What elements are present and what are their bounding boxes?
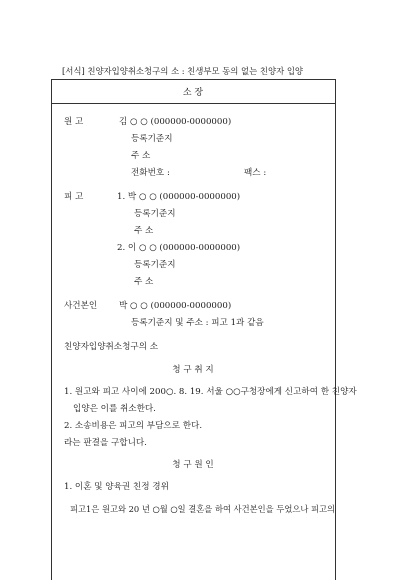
defendant-1-domicile: 등록기준지 — [134, 209, 176, 219]
claim-item-2: 2. 소송비용은 피고의 부담으로 한다. — [64, 421, 203, 431]
grounds-section-1: 1. 이혼 및 양육권 친정 경위 — [64, 482, 169, 492]
principal-name: 박 ○ ○ (000000-0000000) — [119, 301, 232, 311]
plaintiff-address: 주 소 — [131, 151, 151, 161]
claim-item-1-line-2: 입양은 이를 취소한다. — [73, 404, 156, 414]
defendant-2-address: 주 소 — [134, 277, 154, 287]
plaintiff-domicile: 등록기준지 — [131, 134, 173, 144]
plaintiff-name: 김 ○ ○ (000000-0000000) — [119, 117, 232, 127]
defendant-2-name: 2. 이 ○ ○ (000000-0000000) — [117, 243, 241, 253]
plaintiff-role: 원 고 — [64, 117, 84, 127]
claim-item-1-line-1: 1. 원고와 피고 사이에 200○. 8. 19. 서울 ○○구청장에게 신고하여 한 친양자 — [64, 387, 357, 397]
claims-closing: 라는 판결을 구합니다. — [64, 438, 147, 448]
principal-role: 사건본인 — [64, 301, 98, 311]
defendant-2-domicile: 등록기준지 — [134, 260, 176, 270]
defendant-role: 피 고 — [64, 192, 84, 202]
plaintiff-fax: 팩스 : — [244, 168, 267, 178]
claims-heading: 청 구 취 지 — [172, 365, 214, 375]
defendant-1-address: 주 소 — [134, 226, 154, 236]
doc-title: 소 장 — [182, 88, 204, 98]
grounds-heading: 청 구 원 인 — [172, 460, 214, 470]
plaintiff-phone: 전화번호 : — [131, 168, 170, 178]
case-name: 친양자입양취소청구의 소 — [64, 342, 159, 352]
form-header: [서식] 친양자입양취소청구의 소 : 친생부모 동의 없는 친양자 입양 — [62, 66, 303, 76]
principal-detail: 등록기준지 및 주소 : 피고 1과 같음 — [131, 318, 264, 328]
title-divider — [51, 103, 335, 104]
defendant-1-name: 1. 박 ○ ○ (000000-0000000) — [117, 192, 241, 202]
grounds-paragraph-1: 피고1은 원고와 20 년 ○월 ○일 결혼을 하여 사건본인을 두었으나 피고의 — [70, 504, 336, 514]
